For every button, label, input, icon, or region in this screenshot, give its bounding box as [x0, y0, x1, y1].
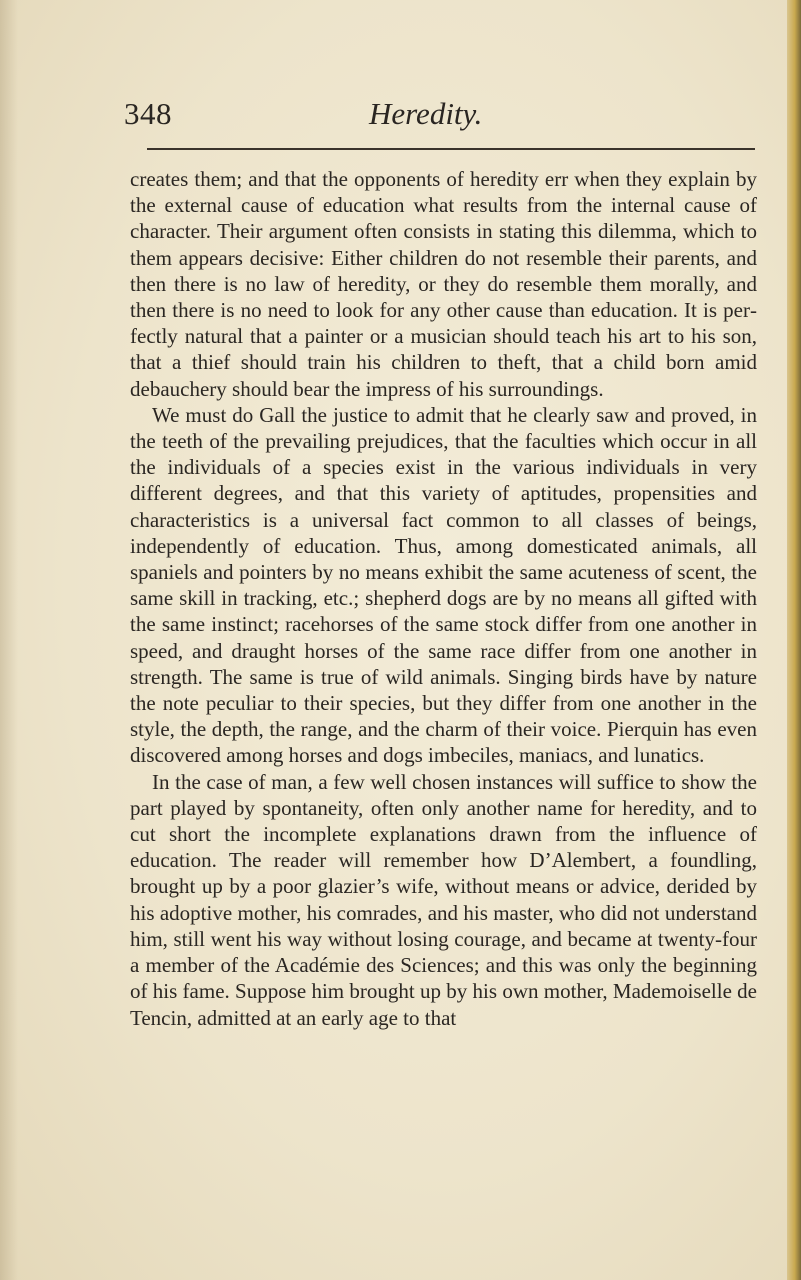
paragraph: creates them; and that the opponents of heredity err when they explain by the external cause of education what results from the internal cause of character. Their argument often consists in stating this dilemma, which to them appears decisive: Either children do not resemble their parents, and then there is no law of heredity, or they do resemble them morally, and then there is no need to look for any other cause than education. It is perfectly natural that a painter or a musician should teach his art to his son, that a thief should train his children to theft, that a child born amid debauchery should bear the impress of his surroundings. [130, 167, 757, 401]
paragraph: We must do Gall the justice to admit that he clearly saw and proved, in the teeth of the prevailing prejudices, that the faculties which occur in all the individuals of a species exist in the various individuals in very different degrees, and that this variety of aptitudes, propensities and characteristics is a universal fact common to all classes of beings, independently of education. Thus, among domesticated animals, all spaniels and pointers by no means exhibit the same acuteness of scent, the same skill in tracking, etc.; shepherd dogs are by no means all gifted with the same instinct; racehorses of the same stock differ from one another in speed, and draught horses of the same race differ from one another in strength. The same is true of wild animals. Singing birds have by nature the note peculiar to their species, but they differ from one another in the style, the depth, the range, and the charm of their voice. Pierquin has even discovered among horses and dogs imbeciles, maniacs, and lunatics. [130, 402, 757, 768]
running-head: Heredity. [369, 96, 483, 131]
page-header [124, 96, 754, 142]
page-number: 348 [124, 96, 172, 131]
body-text [130, 166, 757, 1031]
header-rule [147, 148, 755, 150]
paragraph: In the case of man, a few well chosen instances will suffice to show the part played by spontaneity, often only another name for heredity, and to cut short the incomplete explanations drawn from the influence of education. The reader will remember how D’Alembert, a foundling, brought up by a poor glazier’s wife, without means or advice, derided by his adoptive mother, his comrades, and his master, who did not understand him, still went his way without losing courage, and became at twenty-four a member of the Académie des Sciences; and this was only the beginning of his fame. Suppose him brought up by his own mother, Mademoiselle de Tencin, admitted at an early age to that [130, 769, 757, 1030]
page-edge [787, 0, 801, 1280]
